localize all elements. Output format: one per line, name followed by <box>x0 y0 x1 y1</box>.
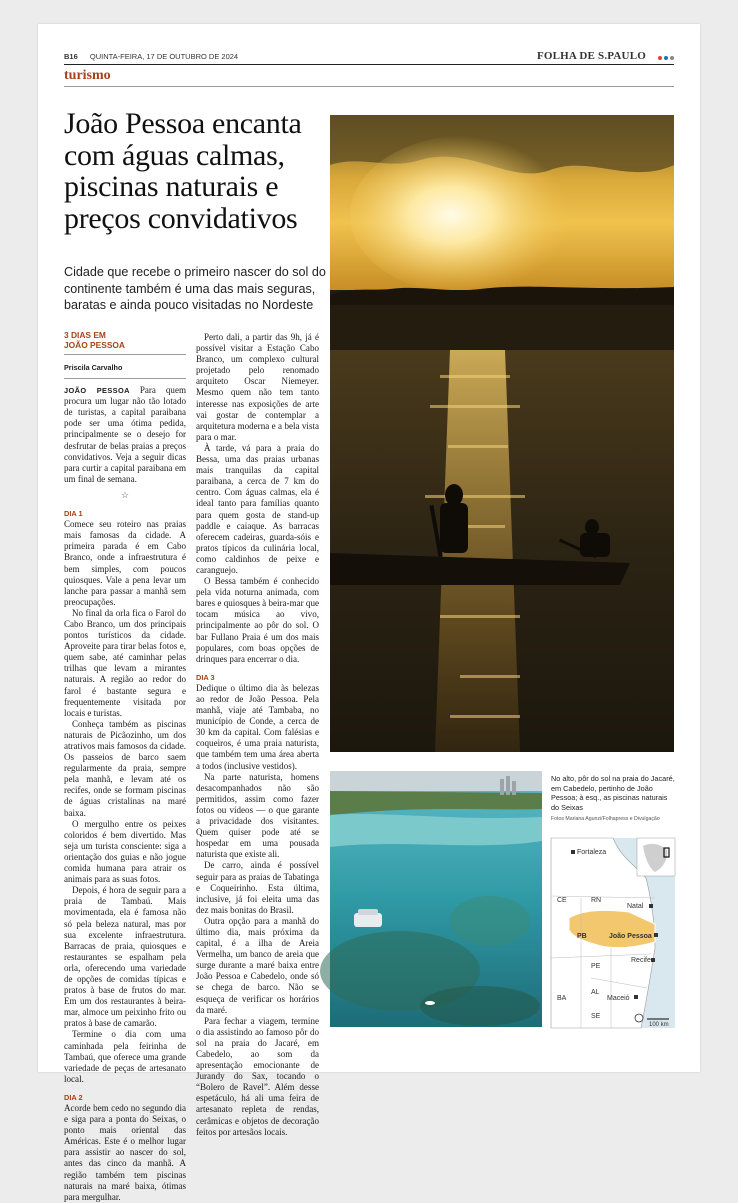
map-label-joao-pessoa: João Pessoa <box>609 933 652 940</box>
paragraph: Dedique o último dia às belezas ao redor de João Pessoa. Pela manhã, viaje até Tambaba, no município de Conde, a cerca de 30 km da capital. Com falésias e coqueiros, é uma praia naturista, que também tem uma área aberta a todos (inclusive vestidos). <box>196 682 319 771</box>
paragraph: Perto dali, a partir das 9h, já é possível visitar a Estação Cabo Branco, um complexo cultural projetado pelo renomado arquiteto Oscar Niemeyer. Mesmo quem não tem tanto interesse nas exposições de arte vai gostar de contemplar a arquitetura moderna e a bela vista para o mar. <box>196 332 319 442</box>
headline: João Pessoa encanta com águas calmas, piscinas naturais e preços convidativos <box>64 107 302 235</box>
city-marker-icon <box>634 995 638 999</box>
photo-credit: Fotos Mariana Agunzi/Folhapress e Divulgação <box>551 816 660 822</box>
paragraph: Acorde bem cedo no segundo dia e siga para a ponta do Seixas, o ponto mais oriental das Américas. Este é o melhor lugar para assistir ao nascer do sol, antes das cinco da manhã. A região também tem piscinas naturais na maré baixa, ótimas para mergulhar. <box>64 1103 186 1202</box>
kicker-line-2: JOÃO PESSOA <box>64 340 125 350</box>
page-header <box>64 52 674 64</box>
city-marker-icon <box>571 850 575 854</box>
day2-label: DIA 2 <box>64 1092 83 1102</box>
map-label-maceio: Maceió <box>607 995 630 1002</box>
aerial-photo <box>330 771 542 1027</box>
map-label-pb: PB <box>577 933 587 940</box>
page-number: B16 <box>64 52 78 61</box>
location-map <box>551 838 675 1028</box>
map-label-rn: RN <box>591 897 602 904</box>
sunset-photo <box>330 115 674 752</box>
map-label-ce: CE <box>557 897 567 904</box>
map-label-natal: Natal <box>627 903 644 910</box>
paragraph: Comece seu roteiro nas praias mais famosas da cidade. A primeira parada é em Cabo Branco, onde a infraestrutura é bem simples, com poucos quiosques. Vale a pena levar um lanche para passar a manhã sem preocupações. <box>64 519 186 607</box>
paragraph: Para fechar a viagem, termine o dia assistindo ao famoso pôr do sol na praia do Jacaré, em Cabedelo, ao som da apresentação emocionante de Jurandy do Sax, tocando o “Bolero de Ravel”. Além desse espetáculo, há ali uma feira de artesanato repleta de rendas, cerâmicas e objetos de decoração feitos por artesãos locais. <box>196 1015 319 1137</box>
paragraph: Outra opção para a manhã do último dia, mais próxima da capital, é a ilha de Areia Vermelha, um banco de areia que surge durante a maré baixa entre João Pessoa e Cabedelo, onde só se chega de barco. Não se esqueça de verificar os horários da maré. <box>196 915 319 1015</box>
newspaper-page <box>38 24 700 1202</box>
photo-caption: No alto, pôr do sol na praia do Jacaré, em Cabedelo, pertinho de João Pessoa; à esq., as piscinas naturais do Seixas <box>551 774 675 812</box>
paragraph: O Bessa também é conhecido pela vida noturna animada, com bares e quiosques à beira-mar que tocam música ao vivo, principalmente ao pôr do sol. O bar Fullano Praia é um dos mais populares, com boas opções de drinques para encerrar o dia. <box>196 576 319 664</box>
city-marker-icon <box>651 958 655 962</box>
byline: Priscila Carvalho <box>64 363 123 372</box>
paragraph: Termine o dia com uma caminhada pela feirinha de Tambaú, que oferece uma grande variedade de peças de artesanato local. <box>64 1029 186 1084</box>
day1-label: DIA 1 <box>64 509 83 519</box>
map-label-fortaleza: Fortaleza <box>577 849 607 856</box>
paragraph: Depois, é hora de seguir para a praia de Tambaú. Mais movimentada, ela é famosa não só pela beleza natural, mas por sua excelente infraestrutura. Barracas de praia, quiosques e restaurantes se espalham pela orla, oferecendo uma variedade de opções de comidas típicas e pratos à base de frutos do mar. Em um dos restaurantes à beira-mar, almoce um peixinho frito ou pratos à base de camarão. <box>64 885 186 1029</box>
kicker-line-1: 3 DIAS EM <box>64 330 106 340</box>
paragraph: À tarde, vá para a praia do Bessa, uma das praias urbanas mais tranquilas da capital paraibana, a cerca de 7 km do centro. Com águas calmas, ela é ideal tanto para famílias quanto para quem gosta de stand-up paddle e caiaque. As barracas oferecem cadeiras, guarda-sóis e pratos típicos da culinária local, como caldinhos de peixe e caranguejo. <box>196 442 319 575</box>
newspaper-logo: FOLHA DE S.PAULO <box>536 50 646 62</box>
paragraph: Na parte naturista, homens desacompanhados não são permitidos, assim como fazer fotos ou vídeos — o que garante a privacidade dos visitantes. Quem quiser pode até se hospedar em uma pousada naturista que existe ali. <box>196 771 319 860</box>
map-label-recife: Recife <box>631 957 651 964</box>
map-scale-label: 100 km <box>649 1022 669 1028</box>
intro-paragraph: JOÃO PESSOA Para quem procura um lugar não tão lotado de turistas, a capital paraibana pode ser uma ótima pedida, principalmente se o desejo for desfrutar de belas praias a preços convidativos. Veja a seguir dicas para curtir a capital paraibana em um final de semana. <box>64 385 187 484</box>
map-label-se: SE <box>591 1013 601 1020</box>
page-date: QUINTA-FEIRA, 17 DE OUTUBRO DE 2024 <box>89 52 239 61</box>
dateline: JOÃO PESSOA <box>64 386 130 396</box>
article-column-1 <box>64 330 187 1202</box>
day3-label: DIA 3 <box>196 672 215 682</box>
header-rule <box>64 64 674 65</box>
separator-star-icon: ☆ <box>120 489 130 500</box>
city-marker-icon <box>654 933 658 937</box>
section-label: turismo <box>64 68 111 83</box>
map-label-ba: BA <box>557 995 567 1002</box>
article-column-2 <box>196 332 319 1138</box>
city-marker-icon <box>649 904 653 908</box>
logo-dots-icon <box>656 53 674 62</box>
paragraph: No final da orla fica o Farol do Cabo Branco, um dos principais pontos turísticos da cidade. Aproveite para tirar belas fotos e, quem sabe, até caminhar pelas trilhas que levam a mirantes naturais. A região ao redor do farol é bastante segura e frequentemente visitada por locais e turistas. <box>64 607 186 718</box>
subheadline: Cidade que recebe o primeiro nascer do sol do continente também é uma das mais seguras, baratas e ainda pouco visitadas no Nordeste <box>64 265 326 312</box>
map-label-pe: PE <box>591 963 601 970</box>
section-rule <box>64 86 674 87</box>
paragraph: Conheça também as piscinas naturais de Picãozinho, um dos atrativos mais famosos da cidade. Os passeios de barco saem regularmente da praia, sempre pela manhã, e levam até os recifes, onde se formam piscinas de águas cristalinas na maré baixa. <box>64 718 186 818</box>
map-label-al: AL <box>591 989 600 996</box>
paragraph: O mergulho entre os peixes coloridos é bem divertido. Mas seja um turista consciente: siga a orientação dos guias e não jogue comida humana para atrair os animais para as suas fotos. <box>64 818 186 885</box>
paragraph: De carro, ainda é possível seguir para as praias de Tabatinga e Coqueirinho. Esta última, inclusive, já foi eleita uma das dez mais bonitas do Brasil. <box>196 860 319 915</box>
